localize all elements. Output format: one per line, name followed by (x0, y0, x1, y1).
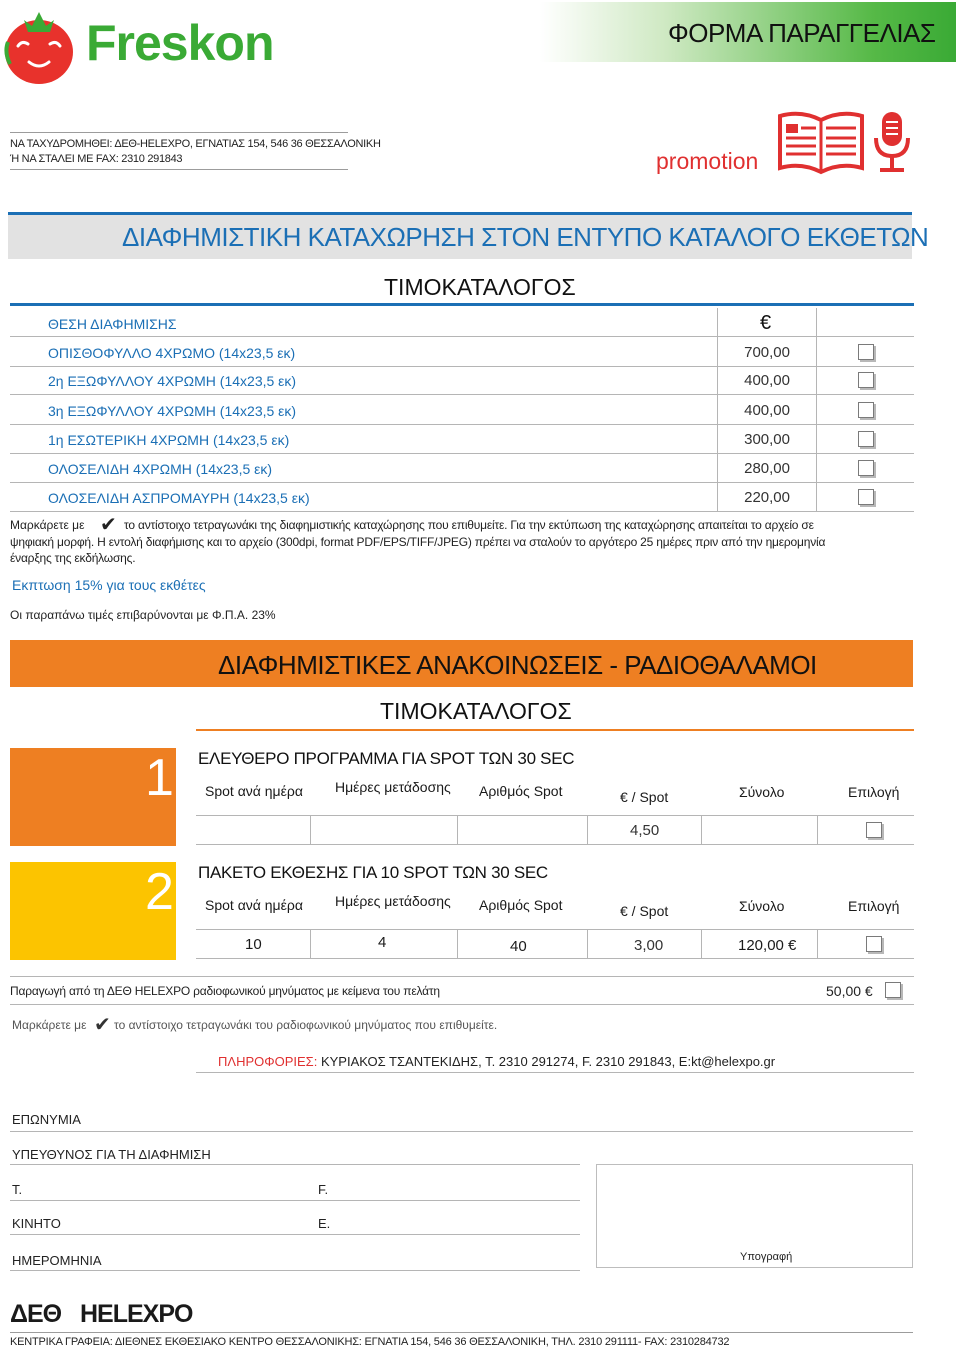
catalog-row-checkbox[interactable] (858, 460, 874, 476)
package-2-total: 120,00 € (738, 937, 797, 954)
catalog-note-line2: ψηφιακή μορφή. Η εντολή διαφήμισης και το αρχείο (300dpi, format PDF/EPS/TIFF/JPEG) πρέπει να σταλούν το αργότερο 25 ημέρες πριν από την ημερομηνία (10, 535, 826, 549)
catalog-note-text: το αντίστοιχο τετραγωνάκι της διαφημιστικής καταχώρησης που επιθυμείτε. Για την εκτύπωση της καταχώρησης απαιτείται το αρχείο σε (124, 518, 814, 532)
catalog-row-price: 700,00 (744, 344, 790, 361)
catalog-row-price: 280,00 (744, 460, 790, 477)
fax-label: F. (318, 1182, 329, 1197)
delivery-fax: Ή ΝΑ ΣΤΑΛΕΙ ΜΕ FAX: 2310 291843 (10, 153, 183, 165)
exhibitor-discount: Εκπτωση 15% για τους εκθέτες (12, 577, 206, 593)
col-days: Ημέρες μετάδοσης (335, 779, 451, 795)
package-2-count: 40 (510, 938, 527, 955)
footer-address-label: ΚΕΝΤΡΙΚΑ ΓΡΑΦΕΙΑ: (10, 1336, 113, 1348)
mobile-label: ΚΙΝΗΤΟ (12, 1216, 61, 1231)
radio-note-text: το αντίστοιχο τετραγωνάκι του ραδιοφωνικού μηνύματος που επιθυμείτε. (114, 1018, 498, 1032)
catalog-row-checkbox[interactable] (858, 344, 874, 360)
check-mark-icon: ✔ (94, 1014, 111, 1036)
catalog-row-price: 400,00 (744, 402, 790, 419)
delivery-address: ΝΑ ΤΑΧΥΔΡΟΜΗΘΕΙ: ΔΕΘ-HELEXPO, ΕΓΝΑΤΙΑΣ 154, 546 36 ΘΕΣΣΑΛΟΝΙΚΗ (10, 138, 381, 150)
position-header: ΘΕΣΗ ΔΙΑΦΗΜΙΣΗΣ (48, 316, 177, 332)
catalog-row-price: 400,00 (744, 372, 790, 389)
catalog-pricelist-heading: ΤΙΜΟΚΑΤΑΛΟΓΟΣ (384, 274, 576, 300)
col-price: € / Spot (620, 789, 669, 805)
catalog-title: ΔΙΑΦΗΜΙΣΤΙΚΗ ΚΑΤΑΧΩΡΗΣΗ ΣΤΟΝ ΕΝΤΥΠΟ ΚΑΤΑΛΟΓΟ ΕΚΘΕΤΩΝ (122, 222, 929, 252)
production-label: Παραγωγή από τη ΔΕΘ HELEXPO ραδιοφωνικού μηνύματος με κείμενα του πελάτη (10, 984, 440, 998)
check-mark-icon: ✔ (100, 514, 117, 536)
package-1-checkbox[interactable] (866, 822, 882, 838)
radio-pricelist-heading: ΤΙΜΟΚΑΤΑΛΟΓΟΣ (380, 698, 572, 724)
helexpo-logo: HELEXPO (80, 1300, 193, 1328)
package-1-price: 4,50 (630, 822, 660, 839)
col-days: Ημέρες μετάδοσης (335, 893, 451, 909)
col-select: Επιλογή (848, 898, 900, 914)
col-spot-per-day: Spot ανά ημέρα (205, 897, 303, 913)
catalog-row-label: 3η ΕΞΩΦΥΛΛΟΥ 4ΧΡΩΜΗ (14x23,5 εκ) (48, 403, 297, 419)
catalog-row-price: 300,00 (744, 431, 790, 448)
catalog-row-label: ΟΠΙΣΘΟΦΥΛΛΟ 4ΧΡΩΜΟ (14x23,5 εκ) (48, 345, 296, 361)
package-2-price: 3,00 (634, 937, 664, 954)
tomato-icon (2, 4, 76, 86)
microphone-icon (872, 110, 912, 176)
package-2-checkbox[interactable] (866, 936, 882, 952)
col-total: Σύνολο (739, 784, 785, 800)
info-text: ΚΥΡΙΑΚΟΣ ΤΣΑΝΤΕΚΙΔΗΣ, Τ. 2310 291274, F. 2310 291843, E:kt@helexpo.gr (320, 1054, 776, 1069)
form-title: ΦΟΡΜΑ ΠΑΡΑΓΓΕΛΙΑΣ (668, 18, 936, 48)
package-2-spot-per-day: 10 (245, 936, 262, 953)
radio-title: ΔΙΑΦΗΜΙΣΤΙΚΕΣ ΑΝΑΚΟΙΝΩΣΕΙΣ - ΡΑΔΙΟΘΑΛΑΜΟΙ (218, 650, 817, 680)
catalog-row-checkbox[interactable] (858, 372, 874, 388)
date-label: ΗΜΕΡΟΜΗΝΙΑ (12, 1253, 102, 1268)
contact-field[interactable] (10, 1164, 580, 1165)
package-1-number: 1 (145, 749, 174, 807)
catalog-row-checkbox[interactable] (858, 431, 874, 447)
production-price: 50,00 € (826, 983, 873, 999)
footer-address (10, 1336, 729, 1348)
package-2-days: 4 (378, 934, 387, 951)
contact-label: ΥΠΕΥΘΥΝΟΣ ΓΙΑ ΤΗ ΔΙΑΦΗΜΙΣΗ (12, 1147, 211, 1162)
info-label: ΠΛΗΡΟΦΟΡΙΕΣ: (218, 1054, 318, 1069)
phone-fax-field[interactable] (10, 1200, 580, 1201)
package-2-title: ΠΑΚΕΤΟ ΕΚΘΕΣΗΣ ΓΙΑ 10 SPOT ΤΩΝ 30 SEC (198, 863, 548, 882)
currency-header: € (760, 312, 772, 334)
signature-label: Υπογραφή (740, 1251, 793, 1263)
package-1-title: ΕΛΕΥΘΕΡΟ ΠΡΟΓΡΑΜΜΑ ΓΙΑ SPOT ΤΩΝ 30 SEC (198, 749, 575, 768)
promotion-label: promotion (656, 148, 759, 174)
radio-note-prefix: Μαρκάρετε με (12, 1018, 87, 1032)
col-spot-per-day: Spot ανά ημέρα (205, 783, 303, 799)
mobile-email-field[interactable] (10, 1234, 580, 1235)
catalog-row-checkbox[interactable] (858, 402, 874, 418)
vat-note: Οι παραπάνω τιμές επιβαρύνονται με Φ.Π.Α. 23% (10, 608, 276, 622)
date-field[interactable] (10, 1270, 580, 1271)
freskon-logo (0, 0, 340, 90)
company-field[interactable] (10, 1131, 913, 1132)
open-book-icon (776, 108, 866, 178)
email-label: Ε. (318, 1216, 331, 1231)
info-line (218, 1054, 775, 1069)
company-label: ΕΠΩΝΥΜΙΑ (12, 1112, 81, 1127)
catalog-row-checkbox[interactable] (858, 489, 874, 505)
catalog-note-prefix: Μαρκάρετε με (10, 518, 85, 532)
catalog-note-line3: έναρξης της εκδήλωσης. (10, 551, 136, 565)
col-count: Αριθμός Spot (479, 783, 563, 799)
brand-name: Freskon (86, 15, 274, 71)
deth-logo: ΔΕΘ (10, 1300, 62, 1328)
catalog-row-label: 1η ΕΣΩΤΕΡΙΚΗ 4ΧΡΩΜΗ (14x23,5 εκ) (48, 432, 290, 448)
col-select: Επιλογή (848, 784, 900, 800)
col-total: Σύνολο (739, 898, 785, 914)
catalog-row-label: ΟΛΟΣΕΛΙΔΗ ΑΣΠΡΟΜΑΥΡΗ (14x23,5 εκ) (48, 490, 310, 506)
col-price: € / Spot (620, 903, 669, 919)
catalog-row-label: 2η ΕΞΩΦΥΛΛΟΥ 4ΧΡΩΜΗ (14x23,5 εκ) (48, 373, 297, 389)
production-checkbox[interactable] (885, 982, 901, 998)
footer-address-text: ΔΙΕΘΝΕΣ ΕΚΘΕΣΙΑΚΟ ΚΕΝΤΡΟ ΘΕΣΣΑΛΟΝΙΚΗΣ: ΕΓΝΑΤΙΑ 154, 546 36 ΘΕΣΣΑΛΟΝΙΚΗ, ΤΗΛ. 2310 291111- FAX: 2310284732 (114, 1336, 730, 1348)
catalog-row-price: 220,00 (744, 489, 790, 506)
catalog-row-label: ΟΛΟΣΕΛΙΔΗ 4ΧΡΩΜΗ (14x23,5 εκ) (48, 461, 273, 477)
col-count: Αριθμός Spot (479, 897, 563, 913)
phone-label: Τ. (12, 1182, 23, 1197)
package-2-number: 2 (145, 863, 174, 921)
